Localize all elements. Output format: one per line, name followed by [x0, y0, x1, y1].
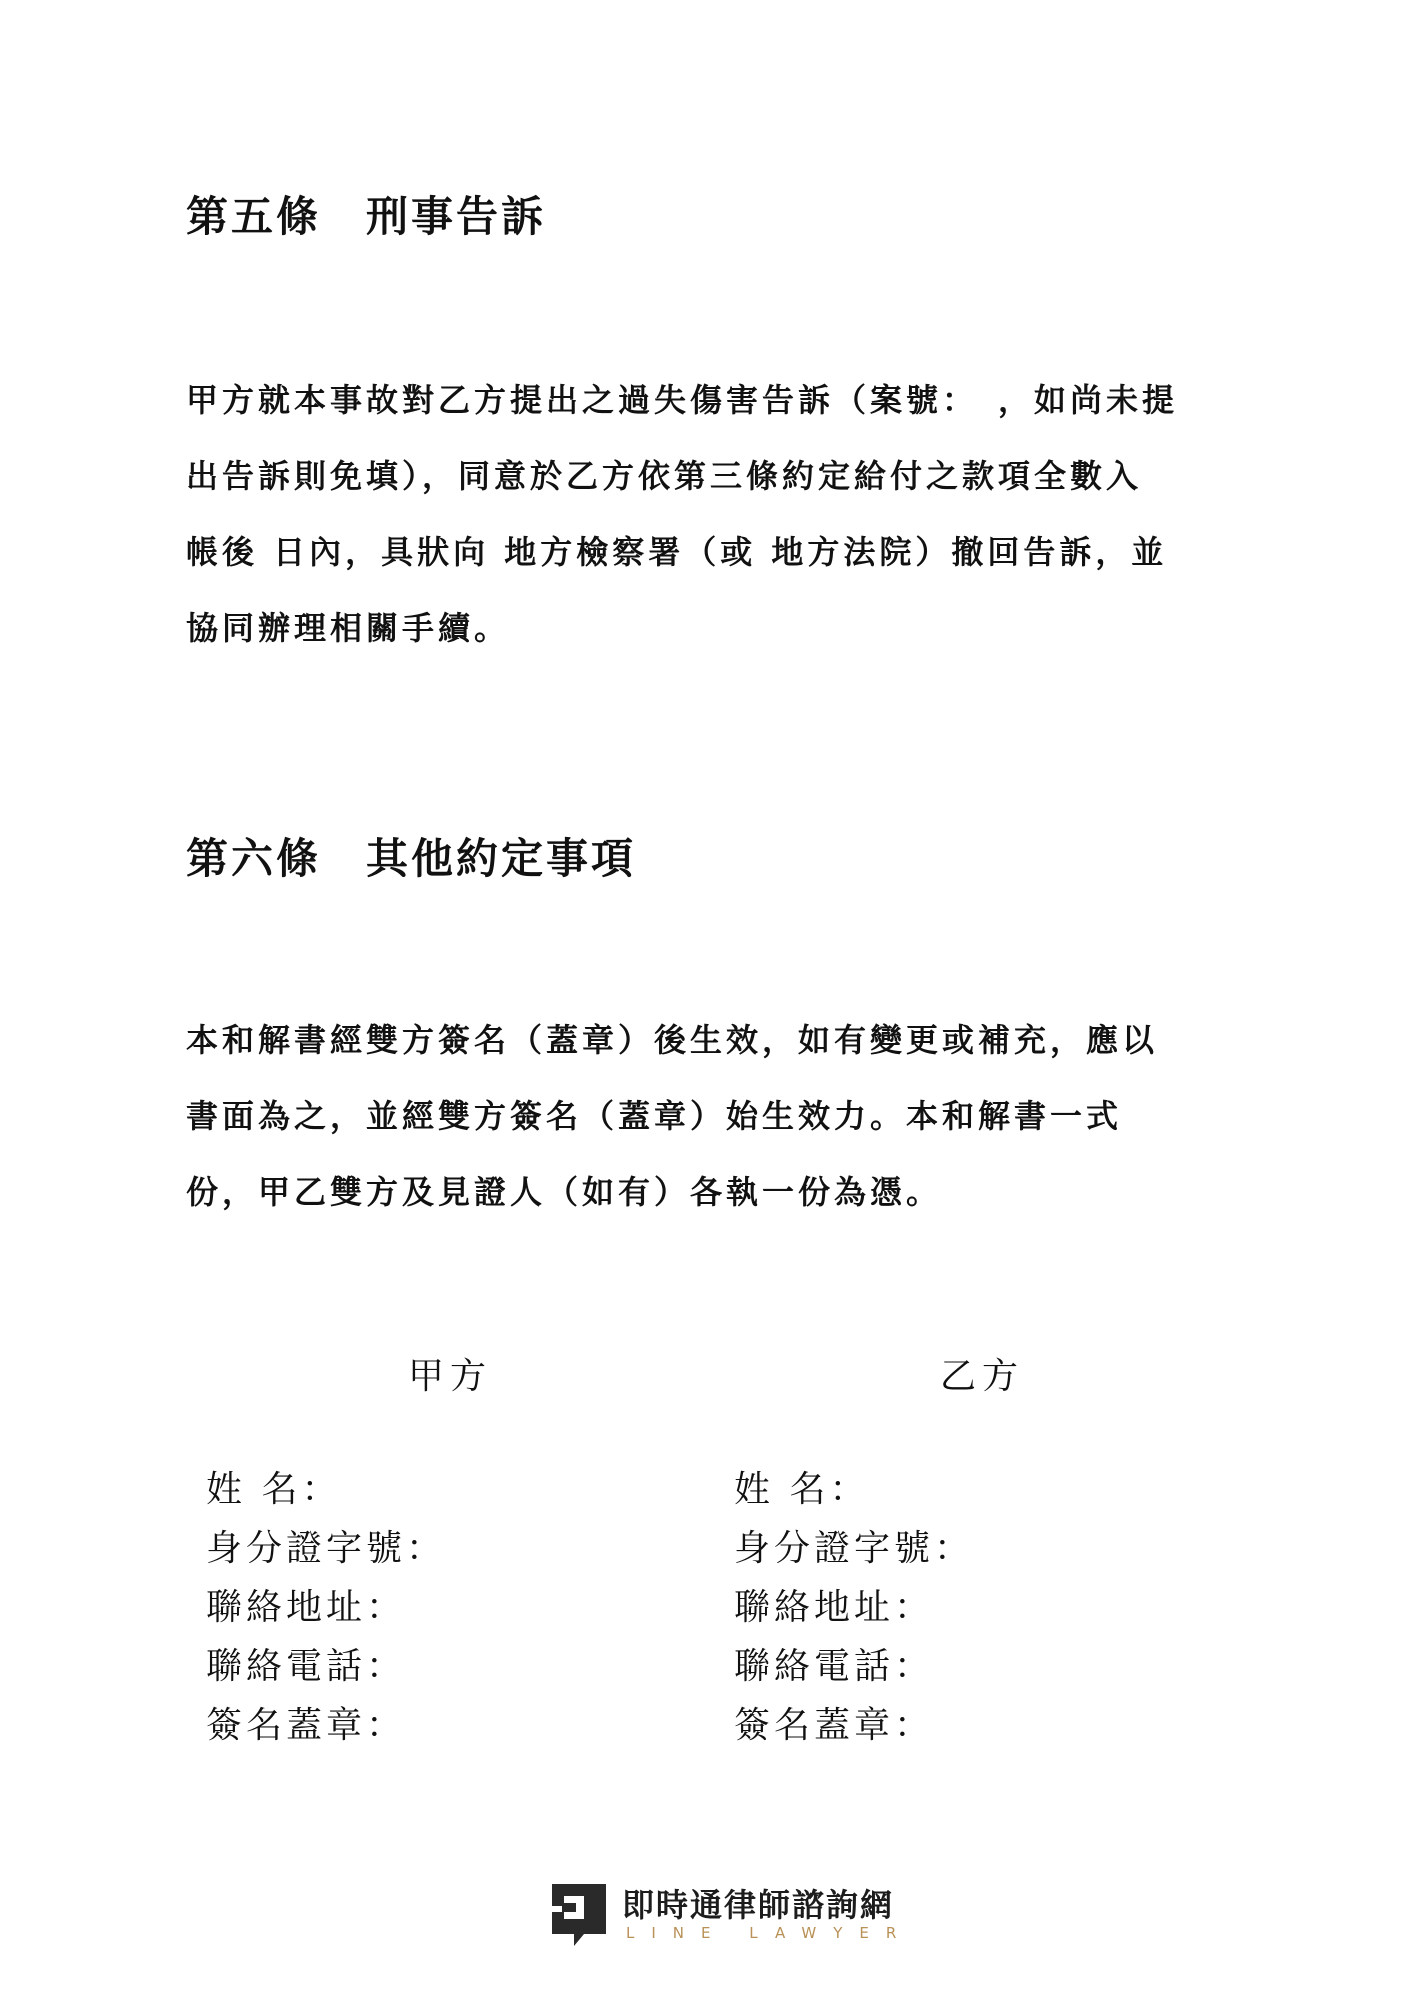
article5-body	[186, 362, 1246, 666]
party-b-title: 乙方	[940, 1356, 1025, 1397]
party-b-phone-field: 聯絡電話：	[734, 1646, 935, 1687]
article6-line: 書面為之，並經雙方簽名（蓋章）始生效力。本和解書一式	[186, 1097, 1123, 1135]
party-a-signature-field: 簽名蓋章：	[206, 1705, 407, 1746]
party-b-name-field: 姓 名：	[734, 1469, 870, 1510]
party-a-title: 甲方	[408, 1356, 493, 1397]
article5-line: 出告訴則免填），同意於乙方依第三條約定給付之款項全數入	[186, 457, 1143, 495]
party-a-address-field: 聯絡地址：	[206, 1587, 407, 1628]
party-a-name-field: 姓 名：	[206, 1469, 342, 1510]
brand-subtitle: LINE LAWYER	[626, 1924, 914, 1942]
article5-line: 甲方就本事故對乙方提出之過失傷害告訴（案號： ，如尚未提	[186, 381, 1179, 419]
party-b-id-field: 身分證字號：	[734, 1528, 975, 1569]
line-lawyer-logo-icon	[548, 1880, 610, 1950]
party-a-phone-field: 聯絡電話：	[206, 1646, 407, 1687]
article6-line: 本和解書經雙方簽名（蓋章）後生效，如有變更或補充，應以	[186, 1021, 1159, 1059]
footer-logo	[548, 1878, 914, 1950]
brand-name: 即時通律師諮詢網	[622, 1886, 895, 1924]
article6-line: 份，甲乙雙方及見證人（如有）各執一份為憑。	[186, 1173, 943, 1211]
party-a-id-field: 身分證字號：	[206, 1528, 447, 1569]
article6-body	[186, 1002, 1246, 1230]
article5-heading: 第五條 刑事告訴	[186, 192, 547, 241]
article5-line: 協同辦理相關手續。	[186, 609, 511, 647]
article6-heading: 第六條 其他約定事項	[186, 834, 637, 883]
party-b-address-field: 聯絡地址：	[734, 1587, 935, 1628]
party-b-signature-field: 簽名蓋章：	[734, 1705, 935, 1746]
article5-line: 帳後 日內，具狀向 地方檢察署（或 地方法院）撤回告訴，並	[186, 533, 1168, 571]
